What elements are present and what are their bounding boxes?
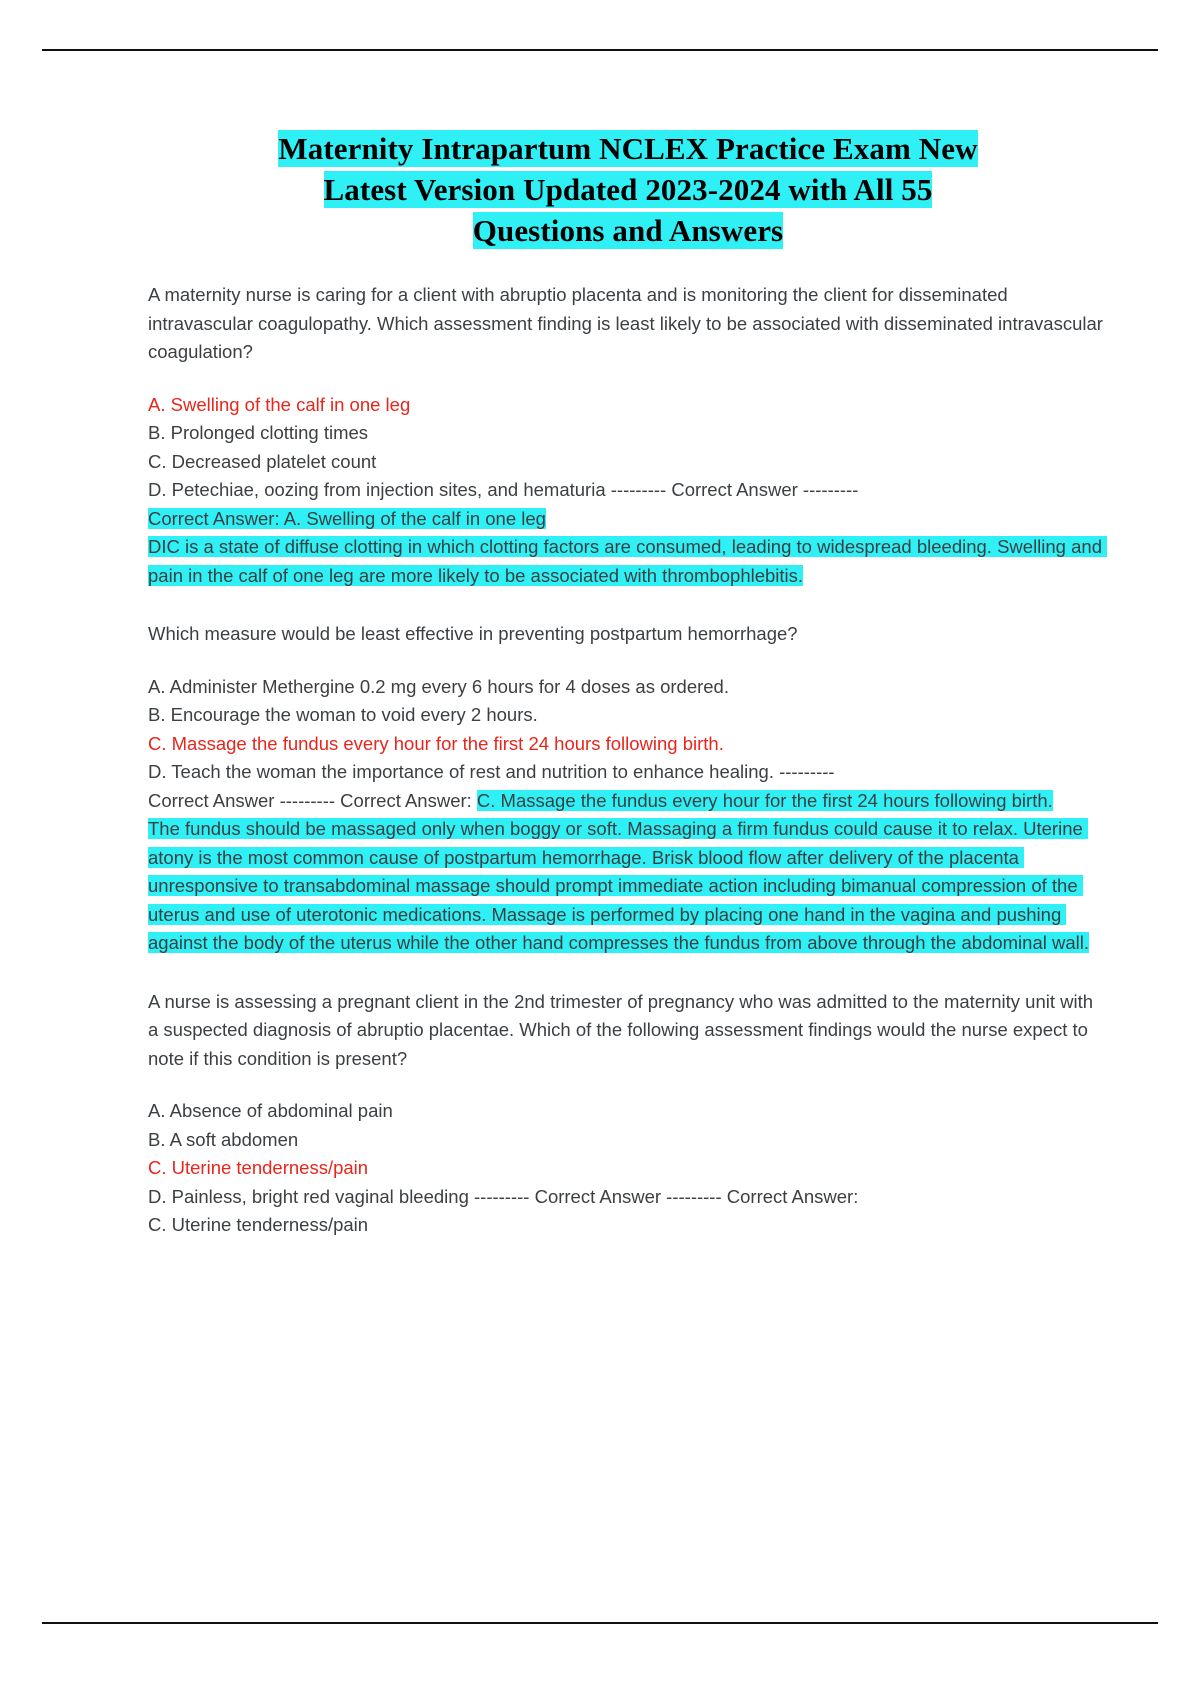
question-1-options — [148, 391, 1108, 591]
question-1-answer-text: Correct Answer: A. Swelling of the calf in one leg — [148, 507, 546, 529]
title-line-1: Maternity Intrapartum NCLEX Practice Exam New — [278, 131, 978, 166]
question-2-answer — [148, 787, 1108, 816]
option-d: D. Painless, bright red vaginal bleeding --------- Correct Answer --------- Correct Answer: — [148, 1185, 859, 1207]
option-c: C. Decreased platelet count — [148, 450, 377, 472]
question-2-rationale — [148, 815, 1108, 958]
page-top-rule — [42, 49, 1158, 51]
question-1-stem: A maternity nurse is caring for a client with abruptio placenta and is monitoring the client for disseminated intravascular coagulopathy. Which assessment finding is least likely to be associated with disseminated intravascular coagulation? — [148, 284, 1103, 362]
option-a: A. Administer Methergine 0.2 mg every 6 hours for 4 doses as ordered. — [148, 675, 729, 697]
question-1-answer — [148, 505, 1108, 534]
option-a: A. Absence of abdominal pain — [148, 1100, 393, 1121]
option-c: C. Uterine tenderness/pain — [148, 1157, 369, 1178]
question-2-answer-prefix: Correct Answer --------- Correct Answer: — [148, 789, 477, 811]
question-2-answer-text: C. Massage the fundus every hour for the first 24 hours following birth. — [476, 789, 1053, 811]
page-bottom-rule — [42, 1622, 1158, 1624]
question-1-rationale-text: DIC is a state of diffuse clotting in which clotting factors are consumed, leading to widespread bleeding. Swelling and pain in the calf of one leg are more likely to be associated with thrombophlebitis. — [148, 536, 1108, 586]
document-content — [148, 128, 1108, 1240]
question-3-options — [148, 1097, 1108, 1240]
title-line-2: Latest Version Updated 2023-2024 with All 55 — [323, 172, 933, 207]
option-c: C. Massage the fundus every hour for the first 24 hours following birth. — [148, 732, 724, 754]
question-3-stem: A nurse is assessing a pregnant client in the 2nd trimester of pregnancy who was admitted to the maternity unit with a suspected diagnosis of abruptio placentae. Which of the following assessment findings would the nurse expect to note if this condition is present? — [148, 990, 1094, 1069]
question-2-options — [148, 673, 1108, 958]
question-3-answer: C. Uterine tenderness/pain — [148, 1214, 369, 1235]
option-d: D. Petechiae, oozing from injection sites, and hematuria --------- Correct Answer --------- — [148, 479, 859, 500]
title-line-3: Questions and Answers — [472, 213, 784, 248]
question-1-rationale — [148, 533, 1108, 590]
option-b: B. A soft abdomen — [148, 1128, 299, 1150]
page-title — [148, 128, 1108, 251]
option-a: A. Swelling of the calf in one leg — [148, 393, 411, 415]
option-b: B. Prolonged clotting times — [148, 422, 369, 443]
option-d: D. Teach the woman the importance of rest and nutrition to enhance healing. --------- — [148, 761, 835, 782]
question-2-stem: Which measure would be least effective in preventing postpartum hemorrhage? — [148, 623, 798, 644]
question-2-rationale-text: The fundus should be massaged only when boggy or soft. Massaging a firm fundus could cause it to relax. Uterine atony is the most common cause of postpartum hemorrhage. Brisk blood flow after delivery of the placenta unresponsive to transabdominal massage should prompt immediate action including bimanual compression of the uterus and use of uterotonic medications. Massage is performed by placing one hand in the vagina and pushing against the body of the uterus while the other hand compresses the fundus from above through the abdominal wall. — [148, 818, 1089, 953]
option-b: B. Encourage the woman to void every 2 hours. — [148, 704, 538, 725]
